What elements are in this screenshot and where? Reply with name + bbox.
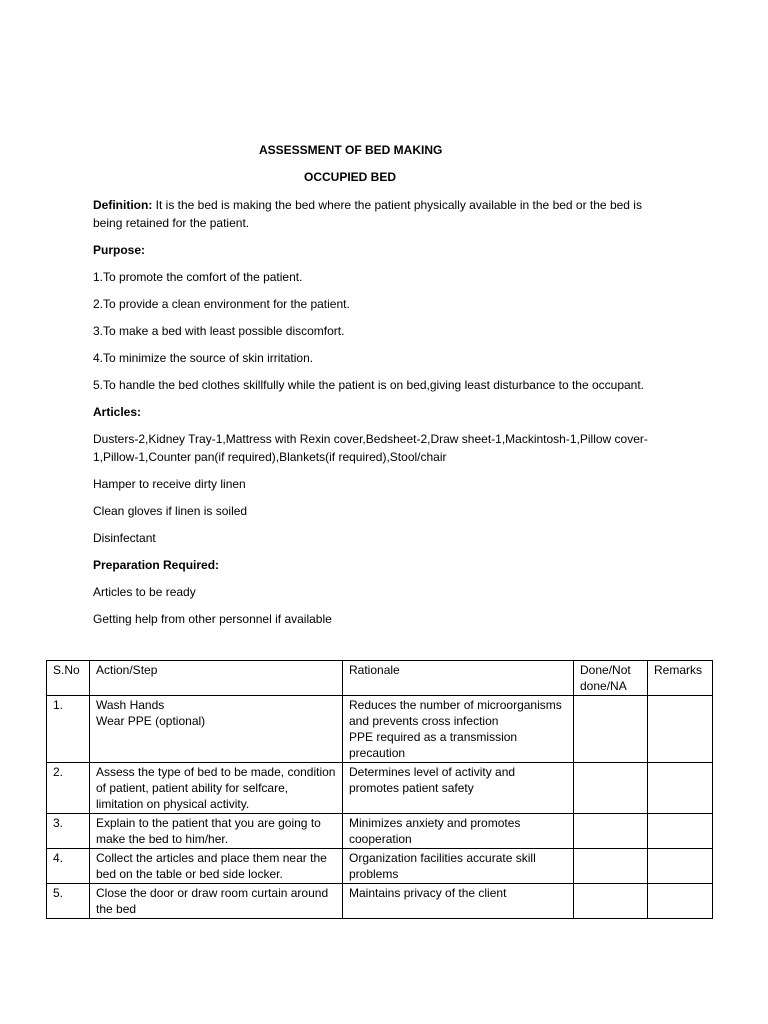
table-row (47, 763, 713, 814)
header-sno: S.No (47, 661, 90, 696)
document-title: ASSESSMENT OF BED MAKING (259, 143, 443, 157)
purpose-item: 4.To minimize the source of skin irritation. (93, 351, 314, 365)
cell-action: Assess the type of bed to be made, condition of patient, patient ability for selfcare, limitation on physical activity. (90, 763, 343, 814)
articles-heading: Articles: (93, 405, 142, 419)
preparation-item: Articles to be ready (93, 585, 196, 599)
articles-item: Dusters-2,Kidney Tray-1,Mattress with Rexin cover,Bedsheet-2,Draw sheet-1,Mackintosh-1,Pillow cover-1,Pillow-1,Counter pan(if required),Blankets(if required),Stool/chair (93, 432, 648, 464)
cell-sno: 1. (47, 696, 90, 763)
cell-done (574, 849, 648, 884)
cell-remarks (648, 814, 713, 849)
cell-sno: 4. (47, 849, 90, 884)
table-row (47, 849, 713, 884)
preparation-item: Getting help from other personnel if available (93, 612, 332, 626)
table-row (47, 814, 713, 849)
purpose-item: 1.To promote the comfort of the patient. (93, 270, 303, 284)
cell-done (574, 696, 648, 763)
definition-text: It is the bed is making the bed where the patient physically available in the bed or the bed is being retained for the patient. (93, 198, 642, 230)
purpose-item: 2.To provide a clean environment for the patient. (93, 297, 350, 311)
cell-done (574, 763, 648, 814)
cell-sno: 5. (47, 884, 90, 919)
cell-rationale (343, 696, 574, 763)
cell-rationale: Minimizes anxiety and promotes cooperation (343, 814, 574, 849)
cell-done (574, 814, 648, 849)
cell-remarks (648, 849, 713, 884)
cell-action (90, 696, 343, 763)
cell-sno: 2. (47, 763, 90, 814)
articles-item: Clean gloves if linen is soiled (93, 504, 248, 518)
purpose-item: 5.To handle the bed clothes skillfully while the patient is on bed,giving least disturbance to the occupant. (93, 378, 645, 392)
header-done: Done/Not done/NA (574, 661, 648, 696)
header-rationale: Rationale (343, 661, 574, 696)
header-action: Action/Step (90, 661, 343, 696)
cell-rationale: Determines level of activity and promotes patient safety (343, 763, 574, 814)
cell-rationale: Organization facilities accurate skill problems (343, 849, 574, 884)
cell-action: Close the door or draw room curtain around the bed (90, 884, 343, 919)
document-subtitle: OCCUPIED BED (304, 170, 397, 184)
cell-action: Collect the articles and place them near the bed on the table or bed side locker. (90, 849, 343, 884)
definition-label: Definition: (93, 198, 153, 212)
cell-sno: 3. (47, 814, 90, 849)
table-row (47, 696, 713, 763)
action-line: Wash Hands (96, 698, 165, 712)
procedure-table (46, 660, 713, 919)
header-remarks: Remarks (648, 661, 713, 696)
cell-done (574, 884, 648, 919)
cell-remarks (648, 763, 713, 814)
purpose-item: 3.To make a bed with least possible discomfort. (93, 324, 345, 338)
purpose-heading: Purpose: (93, 243, 146, 257)
table-header-row (47, 661, 713, 696)
preparation-heading: Preparation Required: (93, 558, 220, 572)
cell-action: Explain to the patient that you are going to make the bed to him/her. (90, 814, 343, 849)
action-line: Wear PPE (optional) (96, 714, 206, 728)
definition-paragraph (93, 196, 673, 232)
document-body (93, 196, 673, 637)
rationale-line: Reduces the number of microorganisms and prevents cross infection (349, 698, 562, 728)
rationale-line: PPE required as a transmission precaution (349, 730, 518, 760)
cell-rationale: Maintains privacy of the client (343, 884, 574, 919)
articles-item: Disinfectant (93, 531, 156, 545)
articles-item: Hamper to receive dirty linen (93, 477, 246, 491)
table-row (47, 884, 713, 919)
cell-remarks (648, 884, 713, 919)
cell-remarks (648, 696, 713, 763)
